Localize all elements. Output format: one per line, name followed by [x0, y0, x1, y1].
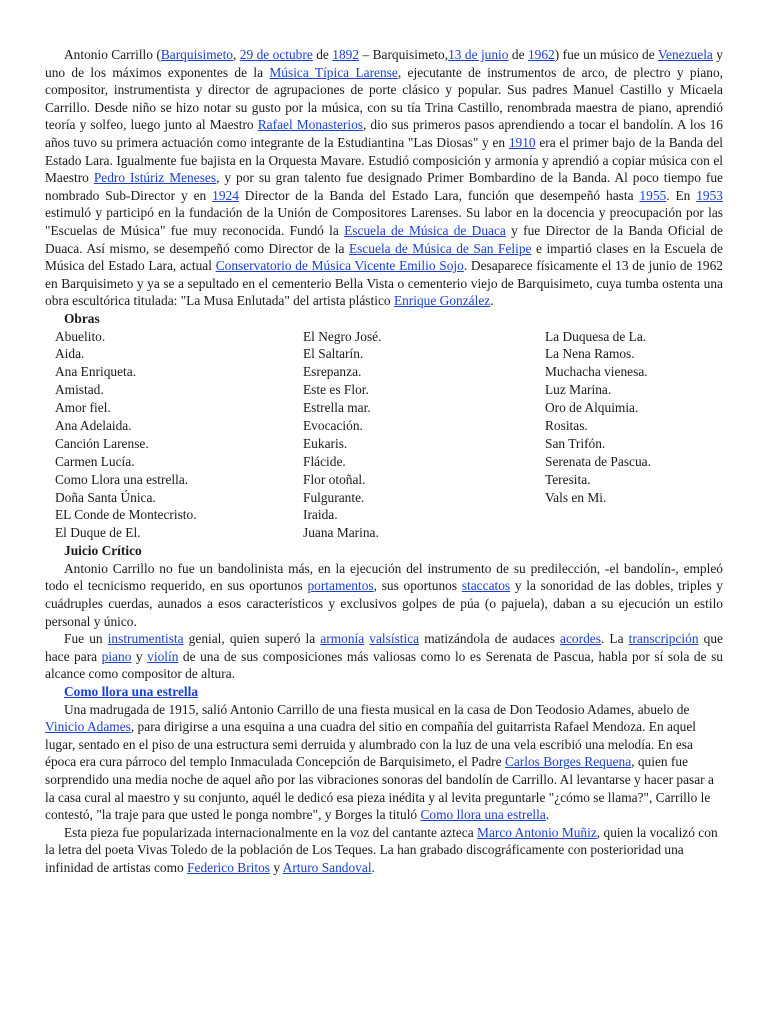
link-musica-tipica-larense[interactable]: Música Típica Larense — [269, 64, 398, 80]
article — [45, 46, 723, 876]
link-rafael-monasterios[interactable]: Rafael Monasterios — [257, 117, 363, 133]
work-item: Teresita. — [545, 471, 591, 487]
work-item: Evocación. — [303, 417, 363, 433]
link-conservatorio-vicente-emilio-sojo[interactable]: Conservatorio de Música Vicente Emilio Sojo — [215, 258, 464, 274]
estrella-text: y — [270, 859, 283, 875]
estrella-text: Esta pieza fue popularizada internacionalmente en la voz del cantante azteca — [64, 824, 478, 840]
link-1953[interactable]: 1953 — [696, 187, 723, 203]
work-item: El Negro José. — [303, 328, 382, 344]
link-piano[interactable]: piano — [101, 648, 132, 664]
link-29-de-octubre[interactable]: 29 de octubre — [239, 47, 313, 62]
works-column-3 — [545, 328, 723, 543]
work-item: Vals en Mi. — [545, 489, 607, 505]
work-item: Ana Adelaida. — [55, 417, 132, 433]
juicio-text: y la sonoridad de las dobles, triples y cuádruples cuerdas, aunados a esos característicos y exclusivos golpes de púa (o pajuela), daban a su ejecución un estilo personal y único. — [45, 578, 723, 629]
link-barquisimeto[interactable]: Barquisimeto — [160, 47, 233, 62]
bio-text: , — [233, 47, 240, 62]
work-item: Serenata de Pascua. — [545, 453, 651, 469]
work-item: Oro de Alquimia. — [545, 400, 639, 416]
estrella-paragraph-1 — [45, 701, 723, 824]
link-transcripcion[interactable]: transcripción — [628, 631, 699, 647]
estrella-text: , quien fue sorprendido una media noche de aquel año por las vibraciones sonoras del bandolín de Carrillo. Al levantarse y hacer pasar a la casa cural al maestro y su conjunto, aquél le dedicó esa pieza inédita y al levita preguntarle "¿cómo se llama?", Carrillo le contestó, "la traje para que usted le ponga nombre", y Borges la tituló — [45, 754, 714, 823]
bio-text: era el primer bajo de la Banda del Estado Lara. Igualmente fue bajista en la Orquesta Mavare. Estudió composición y armonía y aprendió a copiar música con el Maestro — [45, 134, 723, 186]
juicio-text: y — [131, 648, 148, 664]
work-item: Amor fiel. — [55, 400, 111, 416]
juicio-critico-heading: Juicio Crítico — [64, 543, 142, 559]
work-item: Como Llora una estrella. — [55, 471, 189, 487]
works-column-2 — [303, 328, 545, 543]
bio-text: estimuló y participó en la fundación de la Unión de Compositores Larenses. Su labor en la docencia y preocupación por las "Escuelas de Música" fue muy reconocida. Fundó la — [45, 205, 723, 238]
link-instrumentista[interactable]: instrumentista — [107, 631, 184, 647]
bio-text: Director de la Banda del Estado Lara, función que desempeñó hasta — [238, 187, 640, 203]
works-column-1 — [55, 328, 303, 543]
bio-text: ) fue un músico de — [554, 47, 658, 62]
bio-text: de — [508, 47, 528, 62]
juicio-text: que hace para — [45, 631, 723, 664]
estrella-text: . — [545, 807, 550, 823]
estrella-text: . — [371, 859, 375, 875]
link-escuela-musica-duaca[interactable]: Escuela de Música de Duaca — [344, 222, 506, 238]
link-venezuela[interactable]: Venezuela — [657, 47, 713, 62]
work-item: Rositas. — [545, 417, 588, 433]
link-1892[interactable]: 1892 — [332, 47, 360, 62]
work-item: Carmen Lucía. — [55, 453, 135, 469]
link-armonia[interactable]: armonía — [320, 631, 365, 647]
work-item: Estrella mar. — [303, 400, 371, 416]
work-item: Iraida. — [303, 507, 338, 523]
link-1924[interactable]: 1924 — [212, 187, 239, 203]
link-arturo-sandoval[interactable]: Arturo Sandoval — [282, 859, 372, 875]
work-item: Eukaris. — [303, 435, 348, 451]
work-item: Muchacha vienesa. — [545, 364, 648, 380]
bio-text: de — [312, 47, 333, 62]
work-item: Esrepanza. — [303, 364, 362, 380]
obras-heading: Obras — [64, 310, 100, 326]
link-13-de-junio[interactable]: 13 de junio — [448, 47, 509, 62]
bio-text: y uno de los máximos exponentes de la — [45, 47, 723, 80]
estrella-text: , quien la vocalizó con la letra del poeta Vivas Toledo de la población de Los Teques. La han grabado discográficamente con posterioridad una infinidad de artistas como — [45, 824, 718, 875]
work-item: Aida. — [55, 346, 85, 362]
work-item: EL Conde de Montecristo. — [55, 507, 197, 523]
work-item: Ana Enriqueta. — [55, 364, 137, 380]
work-item: San Trifón. — [545, 435, 606, 451]
bio-text: Antonio Carrillo ( — [64, 47, 161, 62]
juicio-paragraph-1 — [45, 560, 723, 630]
link-staccatos[interactable]: staccatos — [461, 578, 511, 594]
work-item: Amistad. — [55, 382, 104, 398]
work-item: Juana Marina. — [303, 525, 379, 541]
link-1962[interactable]: 1962 — [527, 47, 555, 62]
work-item: Abuelito. — [55, 328, 106, 344]
juicio-text: Fue un — [64, 631, 108, 647]
link-marco-antonio-muniz[interactable]: Marco Antonio Muñiz — [477, 824, 597, 840]
link-federico-britos[interactable]: Federico Britos — [187, 859, 270, 875]
link-1910[interactable]: 1910 — [508, 134, 536, 150]
bio-text: . — [490, 293, 494, 309]
bio-text: y fue Director de la Banda Oficial de Duaca. Así mismo, se desempeñó como Director de la — [45, 222, 723, 256]
work-item: Canción Larense. — [55, 435, 149, 451]
link-pedro-isturiz-meneses[interactable]: Pedro Istúriz Meneses — [93, 170, 217, 186]
work-item: El Saltarín. — [303, 346, 364, 362]
link-como-llora-una-estrella-heading[interactable]: Como llora una estrella — [64, 683, 199, 699]
bio-text: e impartió clases en la Escuela de Música del Estado Lara, actual — [45, 240, 723, 274]
estrella-text: Una madrugada de 1915, salió Antonio Carrillo de una fiesta musical en la casa de Don Teodosio Adames, abuelo de — [64, 701, 690, 717]
work-item: Flácide. — [303, 453, 346, 469]
bio-text: , dio sus primeros pasos aprendiendo a tocar el bandolín. A los 16 años tuvo su primera actuación como integrante de la Estudiantina "Las Diosas" y en — [45, 117, 723, 150]
juicio-text: . La — [600, 631, 629, 647]
bio-text: – Barquisimeto, — [359, 47, 449, 62]
bio-text: , ejecutante de instrumentos de arco, de plectro y piano, compositor, instrumentista y director de agrupaciones de porte clásico y popular. Sus padres Manuel Castillo y Micaela Carrillo. Desde niño se hizo notar su gusto por la música, con su tía Trina Castillo, renombrada maestra de piano, aprendió teoría y solfeo, luego junto al Maestro — [45, 64, 724, 133]
work-item: Este es Flor. — [303, 382, 369, 398]
works-list — [55, 328, 723, 543]
work-item: Doña Santa Única. — [55, 489, 156, 505]
estrella-paragraph-2 — [45, 824, 723, 877]
link-portamentos[interactable]: portamentos — [307, 578, 374, 594]
juicio-paragraph-2 — [45, 630, 723, 683]
work-item: La Duquesa de La. — [545, 328, 647, 344]
link-enrique-gonzalez[interactable]: Enrique González — [393, 293, 491, 309]
link-vinicio-adames[interactable]: Vinicio Adames — [45, 719, 131, 735]
estrella-text: , para dirigirse a una esquina a una cuadra del sitio en compañía del guitarrista Rafael Mendoza. En aquel lugar, sentado en el piso de una estructura semi derruida y alumbrado con la luz de una vela escribió una melodía. En esa época era cura párroco del templo Inmaculada Concepción de Barquisimeto, el Padre — [45, 719, 697, 770]
work-item: Luz Marina. — [545, 382, 612, 398]
work-item: El Duque de El. — [55, 525, 141, 541]
juicio-text: Antonio Carrillo no fue un bandolinista más, en la ejecución del instrumento de su predilección, -el bandolín-, empleó todo el tecnicismo requerido, en sus oportunos — [45, 560, 723, 594]
link-como-llora-una-estrella[interactable]: Como llora una estrella — [420, 807, 546, 823]
juicio-text: matizándola de audaces — [419, 631, 561, 647]
bio-text: . Desaparece físicamente el 13 de junio de 1962 en Barquisimeto y ya se a sepultado en el cementerio Bella Vista o cementerio viejo de Barquisimeto, cuya tumba ostenta una obra escultórica titulada: "La Musa Enlutada" del artista plástico — [45, 258, 724, 309]
link-violin[interactable]: violín — [147, 648, 179, 664]
juicio-text: , sus oportunos — [373, 578, 462, 594]
link-acordes[interactable]: acordes — [560, 631, 601, 647]
work-item: La Nena Ramos. — [545, 346, 635, 362]
bio-paragraph — [45, 46, 723, 310]
como-llora-heading — [64, 683, 723, 701]
link-1955[interactable]: 1955 — [639, 187, 667, 203]
juicio-text: genial, quien superó la — [183, 631, 321, 647]
link-valsistica[interactable]: valsística — [369, 631, 420, 647]
work-item: Flor otoñal. — [303, 471, 366, 487]
work-item: Fulgurante. — [303, 489, 365, 505]
bio-text: . En — [666, 187, 697, 203]
juicio-text: de una de sus composiciones más valiosas como lo es Serenata de Pascua, habla por sí sola de su alcance como compositor de altura. — [45, 648, 724, 682]
link-carlos-borges-requena[interactable]: Carlos Borges Requena — [504, 754, 632, 770]
bio-text: , y por su gran talento fue designado Primer Bombardino de la Banda. Al poco tiempo fue nombrado Sub-Director y en — [45, 170, 723, 203]
link-escuela-musica-san-felipe[interactable]: Escuela de Música de San Felipe — [348, 240, 532, 256]
